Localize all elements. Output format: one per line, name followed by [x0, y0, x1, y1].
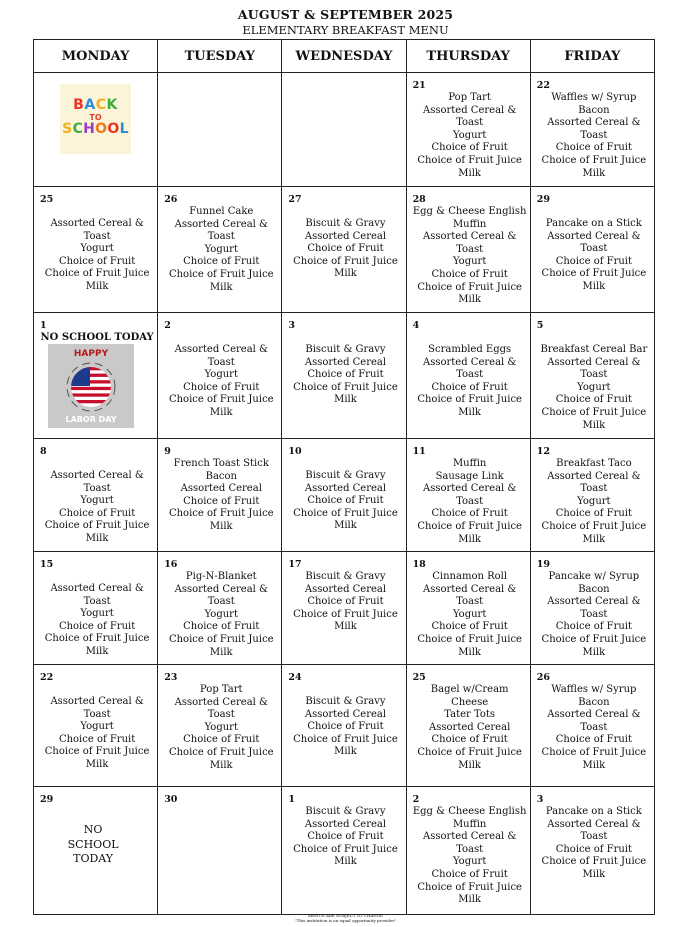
day-header-tuesday: TUESDAY	[158, 40, 282, 73]
menu-items	[537, 344, 651, 432]
menu-item: Milk	[582, 759, 606, 771]
menu-items	[288, 571, 402, 634]
menu-item: Choice of Fruit Juice	[417, 633, 522, 645]
menu-item: Assorted Cereal &	[423, 831, 517, 843]
menu-item: Choice of Fruit	[431, 381, 508, 393]
menu-item: Yogurt	[452, 608, 487, 620]
menu-item: Choice of Fruit	[58, 507, 136, 519]
day-cell	[282, 552, 406, 665]
menu-items	[413, 806, 527, 907]
menu-item: Assorted Cereal & Toast	[50, 696, 144, 720]
day-cell	[530, 787, 654, 915]
no-school-word: TODAY	[73, 852, 114, 865]
menu-item: Milk	[85, 645, 109, 657]
menu-item: Pop Tart	[199, 684, 243, 695]
menu-item: Muffin	[452, 458, 487, 469]
day-cell	[34, 552, 158, 665]
menu-item: Assorted Cereal &	[547, 596, 641, 608]
day-cell	[406, 665, 530, 787]
menu-item: Bacon	[578, 583, 610, 595]
weekday-header-row	[34, 40, 655, 73]
menu-items	[164, 571, 278, 659]
menu-item: Milk	[334, 746, 357, 758]
day-header-wednesday: WEDNESDAY	[282, 40, 406, 73]
day-cell	[158, 73, 282, 187]
day-cell	[158, 187, 282, 313]
menu-item: Milk	[209, 759, 233, 771]
menu-item: Milk	[334, 520, 357, 532]
menu-item: Assorted Cereal & Toast	[547, 470, 641, 495]
menu-item: Milk	[209, 281, 233, 293]
menu-item: Assorted Cereal	[304, 583, 387, 595]
day-cell	[530, 439, 654, 552]
menu-item: Yogurt	[80, 608, 114, 620]
menu-item: Choice of Fruit Juice	[541, 746, 647, 758]
menu-items	[288, 218, 402, 281]
menu-item: Choice of Fruit	[431, 508, 508, 520]
day-cell	[282, 187, 406, 313]
menu-item: Milk	[85, 280, 109, 292]
menu-item: Milk	[582, 419, 606, 431]
menu-item: Pancake on a Stick	[545, 218, 642, 229]
menu-items	[537, 92, 651, 180]
menu-items	[40, 696, 154, 772]
menu-item: Toast	[580, 608, 608, 620]
day-cell	[282, 313, 406, 439]
menu-item: Assorted Cereal & Toast	[50, 583, 144, 607]
day-number: 5	[536, 320, 544, 331]
menu-item: Milk	[458, 759, 481, 771]
menu-item: Assorted Cereal	[304, 818, 387, 830]
menu-item: Milk	[458, 167, 481, 179]
menu-item: Choice of Fruit	[307, 721, 384, 733]
week-row	[34, 552, 655, 665]
week-row	[34, 665, 655, 787]
day-number	[164, 80, 278, 91]
menu-item: Egg & Cheese English	[412, 806, 527, 817]
menu-item: Choice of Fruit	[183, 495, 260, 507]
day-number: 27	[288, 194, 302, 205]
menu-item: Choice of Fruit Juice	[293, 507, 398, 519]
day-header-monday: MONDAY	[34, 40, 158, 73]
day-cell	[406, 439, 530, 552]
menu-item: Milk	[458, 894, 481, 906]
week-row	[34, 787, 655, 915]
menu-item: Choice of Fruit	[431, 734, 508, 746]
menu-item: Milk	[582, 646, 606, 658]
menu-item: Assorted Cereal	[180, 483, 262, 495]
menu-item: Milk	[85, 758, 109, 770]
week-row	[34, 187, 655, 313]
menu-item: Milk	[334, 856, 357, 868]
day-number: 22	[536, 80, 550, 91]
menu-item: Choice of Fruit	[307, 243, 384, 255]
menu-items	[164, 206, 278, 294]
menu-item: Biscuit & Gravy	[305, 571, 386, 582]
day-cell	[406, 552, 530, 665]
menu-items	[413, 92, 527, 180]
day-number: 23	[164, 672, 178, 683]
menu-item: Bacon	[578, 104, 610, 116]
menu-item: Biscuit & Gravy	[305, 696, 386, 707]
menu-item: Assorted Cereal & Toast	[174, 696, 268, 721]
day-number: 2	[412, 794, 420, 805]
menu-items	[413, 344, 527, 420]
day-number: 28	[412, 194, 426, 205]
menu-item: Bagel w/Cream Cheese	[430, 684, 509, 708]
menu-item: Yogurt	[80, 721, 114, 733]
day-number: 26	[536, 672, 550, 683]
menu-item: Pancake on a Stick	[545, 806, 642, 817]
menu-item: Choice of Fruit Juice	[293, 733, 398, 745]
menu-items	[413, 684, 527, 772]
no-school-word: SCHOOL	[67, 837, 119, 851]
menu-item: Yogurt	[80, 495, 114, 507]
day-number: 11	[412, 446, 426, 457]
day-cell	[34, 787, 158, 915]
menu-item: Breakfast Taco	[556, 458, 632, 469]
menu-item: Milk	[209, 520, 233, 532]
menu-item: Assorted Cereal &	[423, 231, 517, 243]
day-number: 25	[40, 194, 54, 205]
menu-item: Choice of Fruit	[555, 508, 633, 520]
day-cell	[530, 665, 654, 787]
menu-item: Choice of Fruit Juice	[541, 268, 647, 280]
menu-item: Choice of Fruit Juice	[44, 520, 150, 532]
menu-item: Choice of Fruit Juice	[541, 520, 647, 532]
day-number: 26	[164, 194, 178, 205]
day-cell	[282, 665, 406, 787]
menu-item: Yogurt	[80, 243, 114, 255]
menu-item: Choice of Fruit Juice	[168, 746, 274, 758]
footnote-equal-opportunity: "This institution is an equal opportunity provider"	[294, 918, 397, 923]
menu-item: Assorted Cereal & Toast	[50, 218, 144, 242]
menu-item: Choice of Fruit	[555, 394, 633, 406]
menu-item: Waffles w/ Syrup	[551, 92, 637, 103]
week-row	[34, 439, 655, 552]
day-cell	[530, 187, 654, 313]
menu-item: Choice of Fruit Juice	[44, 633, 150, 645]
menu-item: Toast	[456, 596, 484, 608]
menu-item: Choice of Fruit Juice	[168, 268, 274, 280]
day-number: 2	[164, 320, 171, 331]
day-number	[288, 80, 402, 91]
menu-item: Yogurt	[452, 129, 487, 141]
menu-item: Egg & Cheese English	[412, 206, 527, 217]
day-cell	[530, 552, 654, 665]
day-header-thursday: THURSDAY	[406, 40, 530, 73]
menu-item: Choice of Fruit	[307, 831, 384, 843]
menu-item: Assorted Cereal	[304, 356, 387, 368]
menu-item: Assorted Cereal & Toast	[174, 583, 268, 608]
day-cell	[158, 665, 282, 787]
day-number: 18	[412, 559, 426, 570]
menu-item: Choice of Fruit Juice	[417, 154, 522, 166]
day-number: 16	[164, 559, 178, 570]
day-cell	[282, 787, 406, 915]
no-school-word: NO	[83, 823, 103, 836]
day-number: 4	[412, 320, 420, 331]
menu-item: Bacon	[578, 696, 610, 708]
menu-item: Assorted Cereal & Toast	[547, 356, 641, 381]
day-number: 9	[164, 446, 171, 457]
menu-item: Toast	[456, 117, 484, 129]
menu-item: Tater Tots	[444, 709, 496, 721]
day-cell	[406, 313, 530, 439]
menu-item: Choice of Fruit Juice	[417, 281, 522, 293]
menu-items	[288, 696, 402, 759]
menu-item: Assorted Cereal	[304, 230, 387, 242]
menu-item: Milk	[334, 621, 357, 633]
menu-item: Assorted Cereal &	[423, 104, 517, 116]
menu-item: Milk	[334, 268, 357, 280]
menu-item: Choice of Fruit	[555, 255, 633, 267]
day-number: 3	[536, 794, 544, 805]
menu-item: Choice of Fruit Juice	[417, 520, 522, 532]
menu-item: Choice of Fruit	[555, 621, 633, 633]
menu-item: Assorted Cereal &	[547, 818, 641, 830]
day-number: 1	[288, 794, 295, 805]
day-number: 22	[40, 672, 54, 683]
menu-item: Toast	[207, 231, 235, 243]
menu-item: Choice of Fruit	[431, 268, 508, 280]
footnote-change-notice: MENUS ARE SUBJECT TO CHANGE	[308, 913, 383, 918]
day-cell	[158, 439, 282, 552]
day-cell	[282, 439, 406, 552]
day-cell	[406, 787, 530, 915]
menu-item: Choice of Fruit Juice	[541, 633, 647, 645]
menu-item: Choice of Fruit Juice	[44, 746, 150, 758]
menu-item: Biscuit & Gravy	[305, 806, 386, 817]
menu-item: Milk	[582, 868, 606, 880]
menu-item: Assorted Cereal &	[547, 709, 641, 721]
menu-items	[413, 206, 527, 307]
menu-item: Funnel Cake	[189, 206, 254, 217]
menu-item: Milk	[209, 646, 233, 658]
menu-item: Yogurt	[204, 369, 238, 381]
menu-items	[288, 806, 402, 869]
menu-item: Choice of Fruit Juice	[541, 154, 647, 166]
day-number: 1	[40, 320, 47, 331]
menu-item: Pig-N-Blanket	[185, 571, 257, 582]
no-school-label: NO SCHOOL TODAY	[40, 332, 154, 343]
menu-item: Choice of Fruit	[183, 621, 260, 633]
menu-item: Toast	[580, 831, 608, 843]
menu-item: Choice of Fruit Juice	[541, 406, 647, 418]
menu-item: Yogurt	[204, 243, 238, 255]
menu-item: Toast	[580, 243, 608, 255]
menu-item: Waffles w/ Syrup	[551, 684, 637, 695]
menu-item: Assorted Cereal &	[423, 583, 517, 595]
day-cell	[282, 73, 406, 187]
no-school-notice	[40, 823, 154, 867]
menu-item: Choice of Fruit Juice	[417, 881, 522, 893]
menu-item: Choice of Fruit	[58, 255, 136, 267]
menu-item: Assorted Cereal	[429, 721, 511, 733]
menu-item: Choice of Fruit	[431, 621, 508, 633]
menu-item: Choice of Fruit Juice	[541, 856, 647, 868]
menu-item: Yogurt	[577, 495, 611, 507]
flag-globe-icon	[66, 362, 116, 412]
menu-item: Milk	[458, 533, 481, 545]
day-cell	[406, 187, 530, 313]
menu-item: Choice of Fruit	[183, 256, 260, 268]
menu-item: Choice of Fruit	[307, 596, 384, 608]
menu-items	[40, 218, 154, 294]
menu-item: Choice of Fruit Juice	[417, 746, 522, 758]
menu-item: Milk	[582, 280, 606, 292]
menu-item: Assorted Cereal	[304, 482, 387, 494]
menu-item: Assorted Cereal	[304, 708, 387, 720]
menu-item: Choice of Fruit Juice	[293, 608, 398, 620]
menu-item: Milk	[458, 294, 481, 306]
menu-item: Milk	[582, 533, 606, 545]
menu-item: Choice of Fruit	[555, 142, 633, 154]
menu-item: Milk	[458, 406, 481, 418]
menu-item: Yogurt	[577, 381, 611, 393]
menu-items	[40, 470, 154, 546]
day-number: 30	[164, 794, 178, 805]
menu-item: Yogurt	[452, 256, 487, 268]
menu-items	[413, 571, 527, 659]
menu-item: Assorted Cereal &	[174, 218, 268, 230]
menu-item: Choice of Fruit	[307, 369, 384, 381]
menu-item: Assorted Cereal &	[547, 117, 641, 129]
menu-items	[537, 571, 651, 659]
menu-item: Choice of Fruit	[431, 868, 508, 880]
menu-items	[537, 806, 651, 882]
menu-title: AUGUST & SEPTEMBER 2025	[237, 7, 454, 22]
menu-item: Yogurt	[452, 856, 487, 868]
menu-item: French Toast Stick	[173, 458, 269, 469]
day-number: 24	[288, 672, 302, 683]
day-header-friday: FRIDAY	[530, 40, 654, 73]
day-cell	[530, 313, 654, 439]
menu-item: Assorted Cereal &	[423, 356, 517, 368]
menu-item: Choice of Fruit	[431, 142, 508, 154]
labor-day-image: HAPPY LABOR DAY	[48, 344, 134, 428]
day-number: 10	[288, 446, 302, 457]
menu-item: Toast	[580, 721, 608, 733]
menu-subtitle: ELEMENTARY BREAKFAST MENU	[242, 23, 449, 37]
menu-item: Toast	[456, 243, 484, 255]
day-number: 21	[412, 80, 426, 91]
menu-item: Milk	[334, 394, 357, 406]
menu-item: Choice of Fruit	[307, 495, 384, 507]
menu-item: Toast	[456, 495, 484, 507]
day-cell	[34, 73, 158, 187]
menu-item: Milk	[85, 532, 109, 544]
menu-items	[164, 684, 278, 772]
day-number: 29	[40, 794, 54, 805]
day-cell	[158, 552, 282, 665]
menu-items	[288, 344, 402, 407]
menu-item: Pop Tart	[448, 92, 491, 103]
menu-item: Muffin	[452, 818, 487, 830]
day-number: 15	[40, 559, 54, 570]
menu-item: Choice of Fruit Juice	[168, 508, 274, 520]
menu-items	[164, 458, 278, 534]
day-cell	[34, 313, 158, 439]
back-to-school-image: BACK TO SCHOOL	[60, 84, 131, 154]
menu-item: Pancake w/ Syrup	[548, 571, 640, 582]
menu-item: Toast	[456, 843, 484, 855]
footnote	[0, 913, 691, 923]
menu-item: Toast	[456, 369, 484, 381]
menu-item: Bacon	[205, 470, 237, 482]
menu-item: Toast	[580, 129, 608, 141]
breakfast-calendar	[33, 39, 655, 915]
menu-item: Biscuit & Gravy	[305, 344, 386, 355]
menu-item: Choice of Fruit Juice	[168, 633, 274, 645]
day-cell	[158, 787, 282, 915]
menu-item: Milk	[458, 646, 481, 658]
menu-item: Choice of Fruit	[555, 734, 633, 746]
menu-item: Choice of Fruit	[555, 843, 633, 855]
menu-item: Yogurt	[204, 608, 238, 620]
week-row	[34, 73, 655, 187]
day-cell	[34, 439, 158, 552]
day-number: 8	[40, 446, 47, 457]
menu-item: Assorted Cereal & Toast	[50, 470, 144, 494]
day-number: 12	[536, 446, 550, 457]
day-number: 17	[288, 559, 302, 570]
menu-items	[413, 458, 527, 546]
day-number: 3	[288, 320, 295, 331]
menu-item: Yogurt	[204, 721, 238, 733]
day-number: 19	[536, 559, 550, 570]
menu-item: Assorted Cereal &	[423, 483, 517, 495]
menu-item: Assorted Cereal &	[547, 230, 641, 242]
week-row	[34, 313, 655, 439]
menu-item: Milk	[582, 167, 606, 179]
menu-item: Scrambled Eggs	[428, 344, 512, 355]
menu-item: Muffin	[452, 218, 487, 230]
menu-item: Choice of Fruit Juice	[44, 268, 150, 280]
menu-items	[537, 684, 651, 772]
day-number: 25	[412, 672, 426, 683]
menu-item: Choice of Fruit Juice	[168, 394, 274, 406]
menu-item: Cinnamon Roll	[432, 571, 508, 582]
menu-item: Choice of Fruit Juice	[293, 381, 398, 393]
day-cell	[530, 73, 654, 187]
day-cell	[158, 313, 282, 439]
menu-items	[288, 470, 402, 533]
day-cell	[34, 187, 158, 313]
menu-items	[537, 218, 651, 294]
menu-item: Choice of Fruit Juice	[293, 255, 398, 267]
menu-item: Choice of Fruit	[58, 620, 136, 632]
menu-item: Choice of Fruit Juice	[293, 843, 398, 855]
menu-items	[40, 583, 154, 659]
day-cell	[406, 73, 530, 187]
menu-item: Breakfast Cereal Bar	[540, 344, 648, 355]
menu-item: Choice of Fruit	[183, 381, 260, 393]
menu-item: Milk	[209, 406, 233, 418]
menu-items	[164, 344, 278, 420]
day-cell	[34, 665, 158, 787]
menu-item: Biscuit & Gravy	[305, 470, 386, 481]
menu-item: Assorted Cereal & Toast	[174, 344, 268, 368]
menu-item: Choice of Fruit	[183, 734, 260, 746]
menu-item: Choice of Fruit	[58, 733, 136, 745]
menu-item: Choice of Fruit Juice	[417, 394, 522, 406]
menu-items	[537, 458, 651, 546]
menu-item: Sausage Link	[435, 470, 504, 482]
day-number: 29	[536, 194, 550, 205]
menu-item: Biscuit & Gravy	[305, 218, 386, 229]
